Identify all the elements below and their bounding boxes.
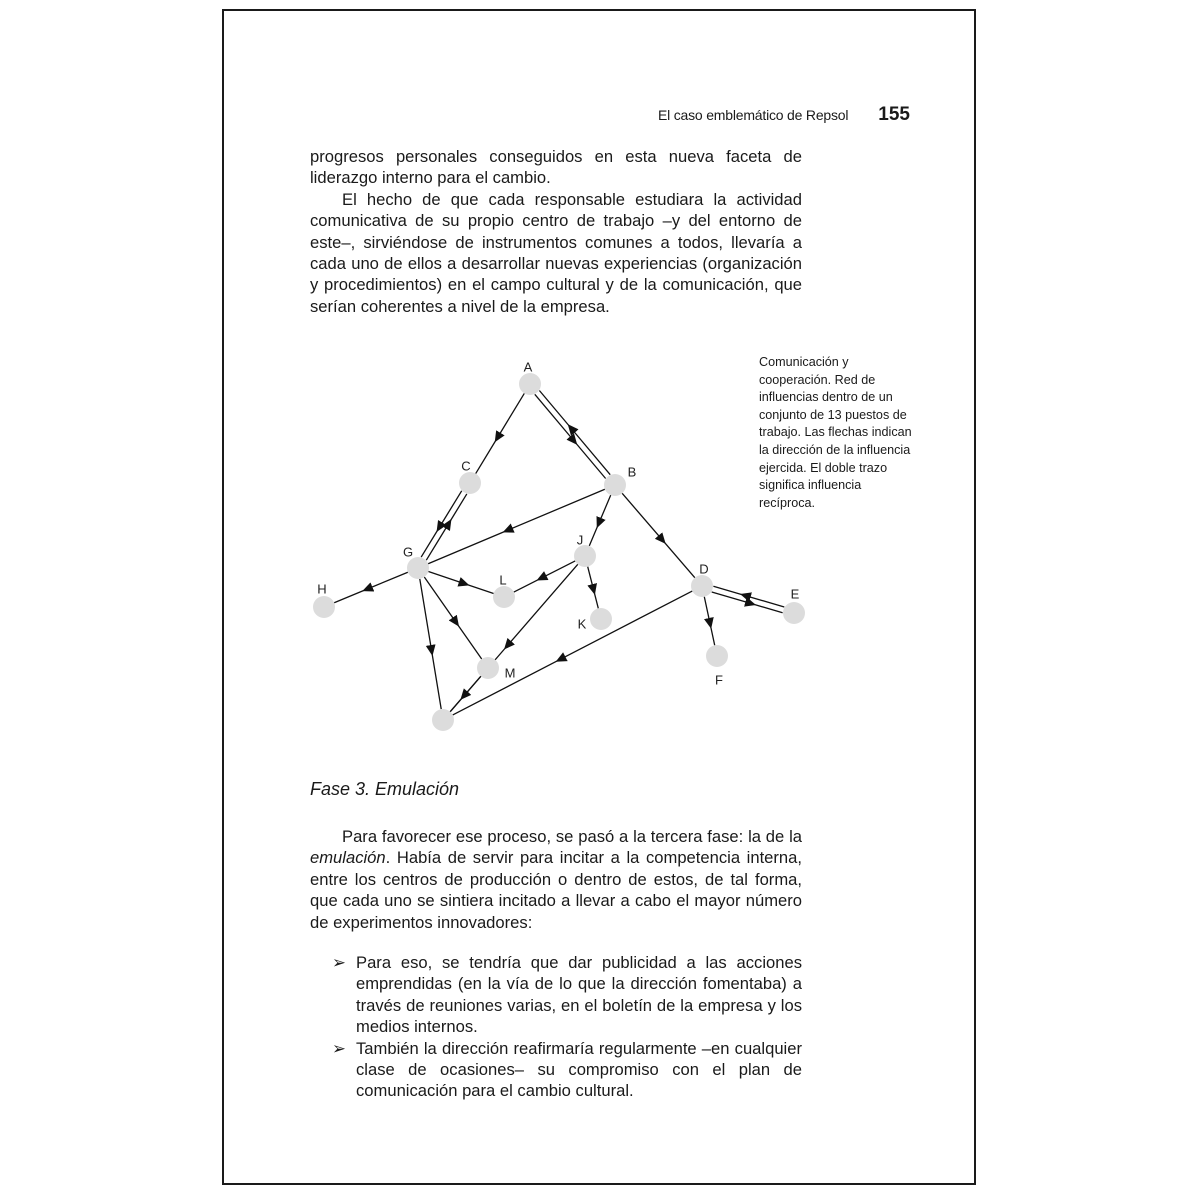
paragraph-text: . Había de servir para incitar a la competencia interna, entre los centros de producción o dentro de estos, de tal forma, que cada uno se sintiera incitado a llevar a cabo el mayor número de experimentos innovadores: — [310, 848, 802, 932]
edge-m-n — [450, 676, 481, 711]
paragraph: El hecho de que cada responsable estudiara la actividad comunicativa de su propio centro de trabajo –y del entorno de este–, sirviéndose de instrumentos comunes a todos, llevaría a cada uno de ellos a desarrollar nuevas experiencias (organización y procedimientos) en el campo cultural y de la comunicación, que serían coherentes a nivel de la empresa. — [310, 189, 802, 316]
node-f — [706, 645, 728, 667]
section-heading: Fase 3. Emulación — [310, 779, 460, 799]
node-label-c: C — [461, 458, 471, 474]
network-labels — [317, 359, 799, 687]
emphasis-text: emulación — [310, 848, 386, 868]
body-text-section — [310, 826, 802, 933]
node-c — [459, 472, 481, 494]
book-page — [222, 9, 976, 1185]
figure-caption: Comunicación y cooperación. Red de influencias dentro de un conjunto de 13 puestos de trabajo. Las flechas indican la dirección de la influencia ejercida. El doble trazo significa influencia recíproca. — [759, 355, 912, 510]
list-item — [332, 952, 802, 1038]
node-label-j: J — [576, 532, 584, 548]
node-label-d: D — [699, 561, 709, 577]
paragraph — [310, 826, 802, 933]
node-g — [407, 557, 429, 579]
edge-a-b — [535, 394, 606, 478]
edge-g-h — [334, 572, 408, 603]
node-m — [477, 657, 499, 679]
node-d — [691, 575, 713, 597]
edge-c-g — [421, 491, 462, 557]
edge-b-a — [539, 390, 610, 474]
page-number: 155 — [878, 104, 910, 125]
paragraph-continuation: progresos personales conseguidos en esta nueva faceta de liderazgo interno para el cambio. — [310, 147, 802, 188]
edge-j-l — [514, 561, 575, 592]
edge-g-n — [420, 579, 441, 709]
bullet-list — [332, 952, 802, 1102]
edge-j-k — [588, 567, 599, 609]
list-item-text: Para eso, se tendría que dar publicidad a las acciones emprendidas (en la vía de lo que la dirección fomentaba) a través de reuniones varias, en el boletín de la empresa y los medios internos. — [356, 953, 802, 1037]
edge-b-j — [589, 495, 610, 546]
node-label-h: H — [317, 581, 327, 597]
arrowhead-bullet-icon: ➢ — [332, 1038, 346, 1058]
node-h — [313, 596, 335, 618]
node-j — [574, 545, 596, 567]
node-label-a: A — [523, 359, 533, 375]
network-nodes — [313, 373, 805, 731]
running-title: El caso emblemático de Repsol — [658, 107, 849, 123]
node-label-b: B — [627, 464, 637, 480]
node-a — [519, 373, 541, 395]
node-l — [493, 586, 515, 608]
node-n — [432, 709, 454, 731]
paragraph-text: Para favorecer ese proceso, se pasó a la tercera fase: la de la — [342, 827, 802, 846]
node-label-g: G — [402, 544, 414, 560]
node-label-f: F — [715, 672, 723, 688]
edge-g-l — [428, 572, 493, 594]
node-e — [783, 602, 805, 624]
node-label-m: M — [504, 665, 516, 681]
edge-g-m — [424, 577, 481, 659]
edge-e-d — [713, 586, 784, 607]
node-label-k: K — [577, 616, 587, 632]
list-item — [332, 1038, 802, 1102]
edge-d-e — [712, 592, 783, 613]
node-b — [604, 474, 626, 496]
node-label-e: E — [790, 586, 800, 602]
node-k — [590, 608, 612, 630]
edge-b-d — [622, 493, 695, 577]
edge-a-c — [476, 393, 525, 473]
edge-d-f — [704, 597, 714, 645]
node-label-l: L — [499, 572, 507, 588]
arrowhead-bullet-icon: ➢ — [332, 953, 346, 972]
list-item-text: También la dirección reafirmaría regularmente –en cualquier clase de ocasiones– su compromiso con el plan de comunicación para el cambio cultural. — [356, 1038, 802, 1101]
edge-d-n — [453, 591, 692, 715]
